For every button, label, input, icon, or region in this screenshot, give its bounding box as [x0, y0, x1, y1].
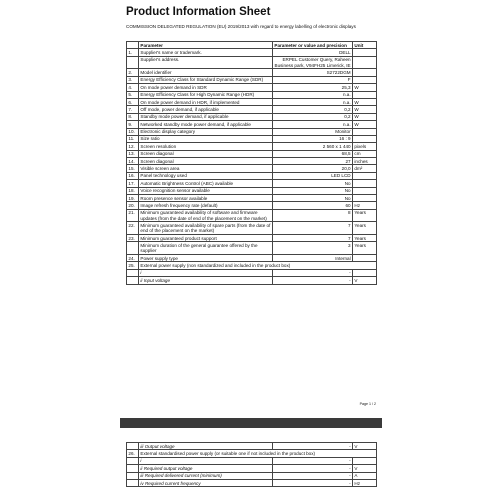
- row-parameter: Model identifier: [139, 69, 273, 76]
- row-value: 0,2: [273, 106, 353, 113]
- row-parameter: iii Required delivered current (minimum): [139, 472, 273, 479]
- row-number: [127, 443, 139, 450]
- row-value: -: [273, 443, 353, 450]
- row-number: 17.: [127, 180, 139, 187]
- row-value: -: [273, 472, 353, 479]
- row-unit: Hz: [353, 202, 377, 209]
- row-unit: W: [353, 98, 377, 105]
- row-number: [127, 277, 139, 284]
- row-unit: [353, 49, 377, 56]
- row-number: 7.: [127, 106, 139, 113]
- sheet-title: Product Information Sheet: [126, 6, 271, 18]
- row-number: 11.: [127, 135, 139, 142]
- row-number: 8.: [127, 113, 139, 120]
- row-value: 27: [273, 158, 353, 165]
- info-table-continued: [126, 442, 377, 487]
- table-row: [127, 113, 377, 120]
- table-row: [127, 56, 377, 69]
- row-value: n.a.: [273, 98, 353, 105]
- row-value: 2 560 x 1 440: [273, 143, 353, 150]
- row-value: 25,3: [273, 84, 353, 91]
- row-number: [127, 242, 139, 255]
- row-value: 68,5: [273, 150, 353, 157]
- table-row: [127, 150, 377, 157]
- table-row: [127, 269, 377, 276]
- row-number: [127, 465, 139, 472]
- row-value: n.a.: [273, 91, 353, 98]
- row-unit: [353, 76, 377, 83]
- row-value: -: [273, 457, 353, 464]
- row-parameter: Minimum guaranteed product support: [139, 234, 273, 241]
- row-value: ERPEL Customer Query, Raheen Business park, V94FH25 Limerick, IE: [273, 56, 353, 69]
- table-header-row: [127, 42, 377, 49]
- row-number: [127, 269, 139, 276]
- table-row: [127, 98, 377, 105]
- row-number: 26.: [127, 450, 139, 457]
- row-parameter: Networked standby mode power demand, if applicable: [139, 121, 273, 128]
- row-value: 60: [273, 202, 353, 209]
- row-number: 15.: [127, 165, 139, 172]
- header-value: Parameter or value and precision: [273, 42, 353, 49]
- row-value: -: [273, 465, 353, 472]
- row-value: 7: [273, 222, 353, 235]
- row-parameter: Panel technology used: [139, 172, 273, 179]
- row-unit: Years: [353, 242, 377, 255]
- row-value: 8: [273, 209, 353, 222]
- row-parameter: Size ratio: [139, 135, 273, 142]
- row-value: LED LCD: [273, 172, 353, 179]
- row-unit: [353, 56, 377, 69]
- table-body-continued: [127, 443, 377, 487]
- table-row: [127, 479, 377, 486]
- row-parameter: Room presence sensor available: [139, 195, 273, 202]
- row-value: 0,2: [273, 113, 353, 120]
- row-unit: V: [353, 443, 377, 450]
- row-value: 16 : 9: [273, 135, 353, 142]
- row-number: [127, 472, 139, 479]
- row-unit: [353, 269, 377, 276]
- row-unit: V: [353, 277, 377, 284]
- row-parameter: Electronic display category: [139, 128, 273, 135]
- table-row: [127, 234, 377, 241]
- row-unit: [353, 180, 377, 187]
- row-unit: [353, 135, 377, 142]
- row-number: 25.: [127, 262, 139, 269]
- row-unit: [353, 172, 377, 179]
- row-value: No: [273, 187, 353, 194]
- row-unit: A: [353, 472, 377, 479]
- row-parameter: Energy Efficiency Class for High Dynamic Range (HDR): [139, 91, 273, 98]
- row-unit: [353, 254, 377, 261]
- row-value: Internal: [273, 254, 353, 261]
- row-parameter: Screen diagonal: [139, 158, 273, 165]
- table-body: [127, 49, 377, 284]
- regulation-intro: COMMISSION DELEGATED REGULATION (EU) 2019/2013 with regard to energy labelling of electronic displays: [126, 24, 356, 29]
- table-row: [127, 69, 377, 76]
- row-parameter: i: [139, 269, 273, 276]
- page-divider: [120, 418, 382, 428]
- row-value: No: [273, 195, 353, 202]
- row-value: F: [273, 76, 353, 83]
- row-number: 12.: [127, 143, 139, 150]
- row-unit: pixels: [353, 143, 377, 150]
- header-no: [127, 42, 139, 49]
- table-row: [127, 49, 377, 56]
- row-unit: W: [353, 106, 377, 113]
- row-unit: W: [353, 113, 377, 120]
- table-row: [127, 180, 377, 187]
- row-parameter: Automatic Brightness Control (ABC) available: [139, 180, 273, 187]
- table-row: [127, 195, 377, 202]
- row-number: 10.: [127, 128, 139, 135]
- row-number: 24.: [127, 254, 139, 261]
- table-row: [127, 143, 377, 150]
- row-value: -: [273, 277, 353, 284]
- header-unit: Unit: [353, 42, 377, 49]
- row-number: 23.: [127, 234, 139, 241]
- table-row: [127, 465, 377, 472]
- row-number: [127, 479, 139, 486]
- row-number: 1.: [127, 49, 139, 56]
- row-parameter: ii Required output voltage: [139, 465, 273, 472]
- row-value: S2722DGM: [273, 69, 353, 76]
- row-number: 4.: [127, 84, 139, 91]
- row-number: 13.: [127, 150, 139, 157]
- row-value: -: [273, 269, 353, 276]
- row-unit: W: [353, 84, 377, 91]
- row-unit: V: [353, 465, 377, 472]
- table-row: [127, 84, 377, 91]
- row-parameter: Energy Efficiency Class for Standard Dynamic Range (SDR): [139, 76, 273, 83]
- row-parameter: ii Input voltage: [139, 277, 273, 284]
- table-row: [127, 457, 377, 464]
- row-number: 6.: [127, 98, 139, 105]
- table-row: [127, 242, 377, 255]
- table-row: [127, 172, 377, 179]
- header-parameter: Parameter: [139, 42, 273, 49]
- row-number: 9.: [127, 121, 139, 128]
- table-row: [127, 135, 377, 142]
- row-value: DELL: [273, 49, 353, 56]
- row-parameter: Image refresh frequency rate (default): [139, 202, 273, 209]
- row-value: -: [273, 479, 353, 486]
- row-value: No: [273, 180, 353, 187]
- table-row: [127, 209, 377, 222]
- row-parameter: Visible screen area: [139, 165, 273, 172]
- table-row: [127, 450, 377, 457]
- row-parameter: Screen resolution: [139, 143, 273, 150]
- row-parameter: Supplier's name or trademark.: [139, 49, 273, 56]
- table-row: [127, 187, 377, 194]
- info-table: [126, 41, 377, 285]
- row-parameter: i: [139, 457, 273, 464]
- table-row: [127, 222, 377, 235]
- row-parameter: On mode power demand in SDR: [139, 84, 273, 91]
- row-number: 20.: [127, 202, 139, 209]
- row-parameter: Minimum guaranteed availability of software and firmware updates (from the date of end of the placement on the market): [139, 209, 273, 222]
- row-unit: Years: [353, 209, 377, 222]
- row-unit: [353, 128, 377, 135]
- row-number: 5.: [127, 91, 139, 98]
- row-parameter: Standby mode power demand, if applicable: [139, 113, 273, 120]
- page-two: [120, 436, 382, 498]
- table-row: [127, 121, 377, 128]
- row-number: 22.: [127, 222, 139, 235]
- row-unit: dm²: [353, 165, 377, 172]
- row-unit: Hz: [353, 479, 377, 486]
- row-parameter: Voice recognition sensor available: [139, 187, 273, 194]
- row-parameter: iv Required current frequency: [139, 479, 273, 486]
- table-row: [127, 254, 377, 261]
- table-row: [127, 91, 377, 98]
- table-row: [127, 106, 377, 113]
- row-number: 2.: [127, 69, 139, 76]
- table-row: [127, 202, 377, 209]
- row-parameter: Power supply type: [139, 254, 273, 261]
- row-unit: [353, 457, 377, 464]
- row-value: 3: [273, 242, 353, 255]
- row-unit: W: [353, 121, 377, 128]
- row-parameter: External power supply (non standardized and included in the product box): [139, 262, 377, 269]
- table-row: [127, 158, 377, 165]
- page-one: [120, 0, 382, 408]
- table-row: [127, 277, 377, 284]
- row-unit: Years: [353, 222, 377, 235]
- row-value: n.a.: [273, 121, 353, 128]
- table-row: [127, 472, 377, 479]
- table-row: [127, 128, 377, 135]
- row-value: 7: [273, 234, 353, 241]
- row-value: 20,0: [273, 165, 353, 172]
- row-value: Monitor: [273, 128, 353, 135]
- row-parameter: Minimum duration of the general guarantee offered by the supplier: [139, 242, 273, 255]
- table-row: [127, 76, 377, 83]
- row-number: 16.: [127, 172, 139, 179]
- row-number: 3.: [127, 76, 139, 83]
- table-row: [127, 262, 377, 269]
- row-unit: [353, 69, 377, 76]
- row-unit: Years: [353, 234, 377, 241]
- row-parameter: On mode power demand in HDR, if implemented: [139, 98, 273, 105]
- row-unit: [353, 187, 377, 194]
- row-parameter: Off mode, power demand, if applicable: [139, 106, 273, 113]
- row-parameter: Minimum guaranteed availability of spare parts (from the date of end of the placement on the market): [139, 222, 273, 235]
- table-row: [127, 165, 377, 172]
- row-parameter: Screen diagonal: [139, 150, 273, 157]
- row-unit: inches: [353, 158, 377, 165]
- row-number: [127, 457, 139, 464]
- row-unit: cm: [353, 150, 377, 157]
- row-number: 19.: [127, 195, 139, 202]
- row-unit: [353, 195, 377, 202]
- row-parameter: External standardised power supply (or suitable one if not included in the product box): [139, 450, 377, 457]
- row-number: 14.: [127, 158, 139, 165]
- row-unit: [353, 91, 377, 98]
- row-number: 18.: [127, 187, 139, 194]
- row-number: 21.: [127, 209, 139, 222]
- table-row: [127, 443, 377, 450]
- row-number: [127, 56, 139, 69]
- row-parameter: iii Output voltage: [139, 443, 273, 450]
- page-number: Page 1 / 2: [359, 402, 376, 406]
- row-parameter: Supplier's address.: [139, 56, 273, 69]
